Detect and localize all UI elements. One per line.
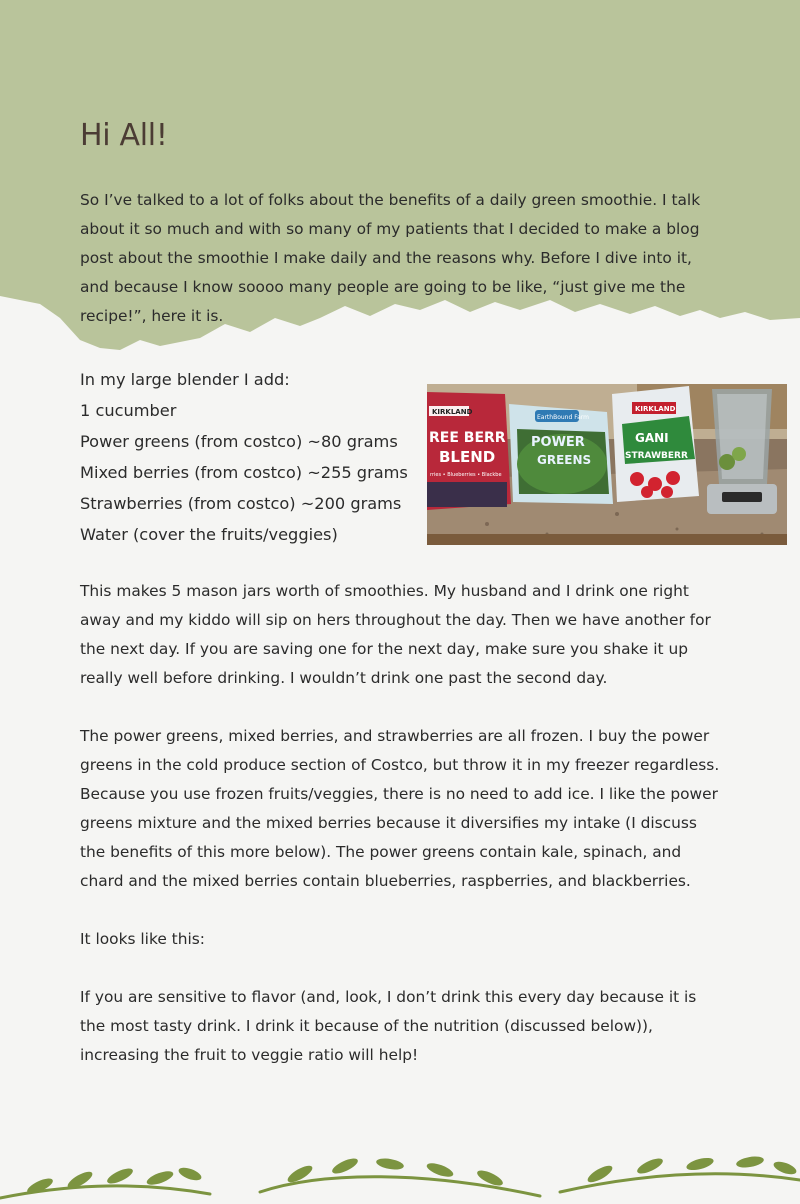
ingredients-photo [427,384,787,545]
bag1-brand-text: KIRKLAND [432,408,473,416]
bag3-label-b: STRAWBERR [625,451,688,461]
recipe-list [80,364,425,550]
vine-divider-icon [0,1150,800,1200]
ingredients-photo-illustration [427,384,787,545]
paragraph-flavor: If you are sensitive to flavor (and, look, I don’t drink this every day because it is the most tasty drink. I drink it because of the nutrition (discussed below)), increasing the fruit to veggie ratio will help! [80,988,697,1064]
post-heading: Hi All! [80,118,168,153]
recipe-item-cucumber: 1 cucumber [80,401,177,420]
bag3-label-a: GANI [635,431,669,445]
bag1-label-b: BLEND [439,448,496,466]
recipe-item-mixed-berries: Mixed berries (from costco) ~255 grams [80,463,408,482]
recipe-item-power-greens: Power greens (from costco) ~80 grams [80,432,398,451]
paragraph-looks-like: It looks like this: [80,930,205,948]
recipe-item-strawberries: Strawberries (from costco) ~200 grams [80,494,402,513]
bag1-label-a: REE BERR [429,430,506,446]
bag3-brand-text: KIRKLAND [635,405,676,413]
recipe-intro: In my large blender I add: [80,370,290,389]
bag2-label-b: GREENS [537,453,592,467]
bag2-label-a: POWER [531,435,585,450]
paragraph-servings: This makes 5 mason jars worth of smoothies. My husband and I drink one right away and my kiddo will sip on hers throughout the day. Then we have another for the next day. If you are saving one for the next day, make sure you shake it up really well before drinking. I wouldn’t drink one past the second day. [80,582,711,687]
recipe-item-water: Water (cover the fruits/veggies) [80,525,338,544]
bag2-brand-text: EarthBound Farm [537,414,589,421]
bag1-small-text: rries • Blueberries • Blackbe [430,472,502,478]
paragraph-frozen: The power greens, mixed berries, and strawberries are all frozen. I buy the power greens in the cold produce section of Costco, but throw it in my freezer regardless. Because you use frozen fruits/veggies, there is no need to add ice. I like the power greens mixture and the mixed berries because it diversifies my intake (I discuss the benefits of this more below). The power greens contain kale, spinach, and chard and the mixed berries contain blueberries, raspberries, and blackberries. [80,727,720,890]
intro-paragraph: So I’ve talked to a lot of folks about the benefits of a daily green smoothie. I talk about it so much and with so many of my patients that I decided to make a blog post about the smoothie I make daily and the reasons why. Before I dive into it, and because I know soooo many people are going to be like, “just give me the recipe!”, here it is. [80,191,701,325]
